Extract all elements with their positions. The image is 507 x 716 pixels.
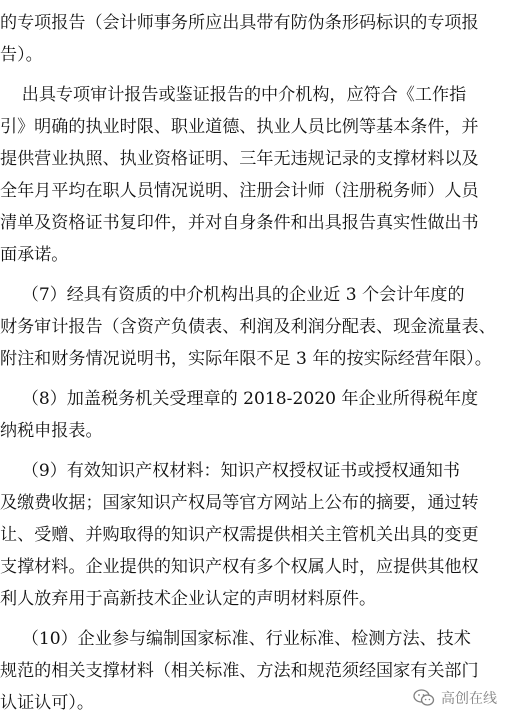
paragraph-line: 的专项报告（会计师事务所应出具带有防伪条形码标识的专项报	[0, 13, 479, 33]
paragraph-line: 全年月平均在职人员情况说明、注册会计师（注册税务师）人员	[0, 181, 479, 201]
paragraph-line: （9）有效知识产权材料：知识产权授权证书或授权通知书	[0, 461, 460, 481]
paragraph-line: 清单及资格证书复印件，并对自身条件和出具报告真实性做出书	[0, 213, 479, 233]
wechat-icon	[413, 688, 435, 708]
paragraph-line: （7）经具有资质的中介机构出具的企业近 3 个会计年度的	[0, 285, 465, 305]
paragraph-line: （8）加盖税务机关受理章的 2018-2020 年企业所得税年度	[0, 389, 479, 409]
paragraph-line: 规范的相关支撑材料（相关标准、方法和规范须经国家有关部门	[0, 661, 479, 681]
paragraph-line: 及缴费收据；国家知识产权局等官方网站上公布的摘要，通过转	[0, 493, 479, 513]
paragraph-line: 利人放弃用于高新技术企业认定的声明材料原件。	[0, 589, 377, 609]
paragraph-line: 附注和财务情况说明书，实际年限不足 3 年的按实际经营年限）。	[0, 349, 492, 369]
paragraph-line: 提供营业执照、执业资格证明、三年无违规记录的支撑材料以及	[0, 149, 479, 169]
paragraph-line: 告）。	[0, 45, 43, 65]
paragraph-line: 引》明确的执业时限、职业道德、执业人员比例等基本条件，并	[0, 117, 479, 137]
paragraph-line: 认证认可）。	[0, 693, 95, 713]
paragraph-line: 让、受赠、并购取得的知识产权需提供相关主管机关出具的变更	[0, 525, 479, 545]
watermark	[413, 686, 497, 710]
paragraph-line: （10）企业参与编制国家标准、行业标准、检测方法、技术	[0, 629, 471, 649]
paragraph-line: 纳税申报表。	[0, 421, 103, 441]
watermark-text: 高创在线	[441, 691, 497, 707]
paragraph-line: 出具专项审计报告或鉴证报告的中介机构，应符合《工作指	[0, 85, 467, 105]
paragraph-line: 支撑材料。企业提供的知识产权有多个权属人时，应提供其他权	[0, 557, 479, 577]
paragraph-line: 面承诺。	[0, 245, 69, 265]
paragraph-line: 财务审计报告（含资产负债表、利润及利润分配表、现金流量表、	[0, 317, 496, 337]
